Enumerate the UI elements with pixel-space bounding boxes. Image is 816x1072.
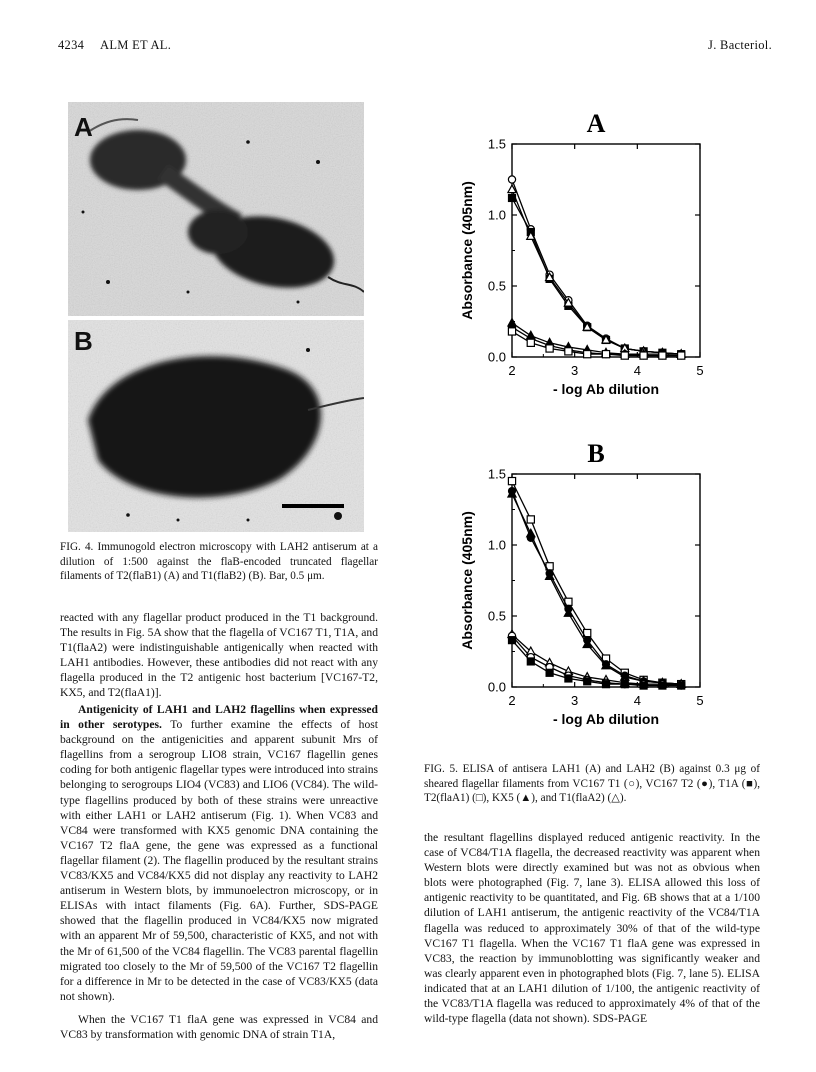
x-tick-label: 2 — [508, 363, 516, 378]
y-tick-label: 1.0 — [487, 537, 506, 553]
data-point-s5-p7 — [640, 682, 647, 689]
section-heading: Antigenicity of LAH1 and LAH2 flagellins when expressed in other serotypes. — [60, 703, 378, 732]
data-point-s5-p7 — [640, 352, 647, 359]
data-point-s5-p4 — [584, 678, 591, 685]
data-point-s5-p2 — [546, 669, 553, 676]
data-point-s5-p3 — [565, 348, 572, 355]
left-paragraph-1: reacted with any flagellar product produced in the T1 background. The results in Fig. 5A show that the flagella of VC167 T1, T1A, and T1(flaA2) were indistinguishable antigenically when reacted with LAH1 antibodies. However, these antibodies did not react with any flagella produced in the T2 antigenic host bacterium [VC167-T2, KX5, and T2(flaA1)]. — [60, 611, 378, 700]
data-point-s5-p0 — [508, 637, 515, 644]
series-0 — [508, 176, 684, 358]
micrograph-panel-b — [68, 320, 364, 532]
series-line-3 — [512, 323, 681, 354]
y-axis-label: Absorbance (405nm) — [459, 181, 475, 320]
y-tick-label: 1.0 — [487, 207, 506, 223]
data-point-s5-p9 — [678, 352, 685, 359]
left-paragraph-3: When the VC167 T1 flaA gene was expressed in VC84 and VC83 by transformation with genomic DNA of strain T1A, — [60, 1013, 378, 1042]
y-axis-label: Absorbance (405nm) — [459, 511, 475, 650]
data-point-s5-p5 — [602, 681, 609, 688]
y-tick-label: 1.5 — [487, 136, 506, 152]
right-paragraph-1: the resultant flagellins displayed reduced antigenic reactivity. In the case of VC84/T1A flagella, the decreased reactivity was apparent when Western blots were directly examined but was not as obvious when blots were photographed (Fig. 7, lane 3). ELISA allowed this loss of antigenic reactivity to be quantitated, and Fig. 6B shows that at a 1/100 dilution of LAH1 antiserum, the antigenic reactivity of the VC84/T1A flagella was reduced to approximately 30% of that of the wild-type VC167 T1 flagella. When the VC167 T1 flaA gene was expressed in VC83, the reaction by immunoblotting was significantly weaker and was clearly apparent even in photographed blots (Fig. 7, lane 5). ELISA indicated that at an LAH1 dilution of 1/100, the antigenic reactivity of the VC83/T1A flagella was reduced to approximately 4% of that of the wild-type flagella (data not shown). SDS-PAGE — [424, 831, 760, 1026]
x-tick-label: 5 — [696, 693, 704, 708]
data-point-s5-p8 — [659, 352, 666, 359]
series-line-2 — [512, 189, 681, 354]
x-tick-label: 4 — [633, 693, 641, 708]
chart-title: A — [586, 109, 606, 138]
chart-panel-a — [440, 100, 740, 408]
data-point-s5-p8 — [659, 682, 666, 689]
left-paragraph-2 — [60, 702, 378, 1004]
series-line-1 — [512, 198, 681, 354]
data-point-s5-p1 — [527, 339, 534, 346]
data-point-s5-p6 — [621, 352, 628, 359]
data-point-s5-p1 — [527, 658, 534, 665]
data-point-s0-p1 — [527, 516, 534, 523]
chart-title: B — [587, 439, 605, 468]
journal-name: J. Bacteriol. — [708, 38, 772, 52]
figure4-caption: FIG. 4. Immunogold electron microscopy with LAH2 antiserum at a dilution of 1:500 against the flaB-encoded truncated flagellar filaments of T2(flaB1) (A) and T1(flaB2) (B). Bar, 0.5 μm. — [60, 541, 378, 583]
data-point-s5-p9 — [678, 682, 685, 689]
micrograph-panel-a — [68, 102, 364, 316]
series-line-3 — [512, 634, 681, 684]
panel-label-b: B — [74, 326, 93, 356]
series-line-0 — [512, 481, 681, 684]
data-point-s5-p0 — [508, 328, 515, 335]
section-body: To further examine the effects of host background on the antigenicities and apparent subunit Mrs of flagellins from a serogroup LIO8 strain, VC167 flagellin genes coding for both antigenic flagellar types were introduced into strains belonging to serogroups LIO4 (VC83) and LIO6 (VC84). The wild-type flagellins produced by both of these strains were unreactive with either LAH1 or LAH2 antiserum (Fig. 1). When VC83 and VC84 were transformed with KX5 genomic DNA containing the VC167 T2 flaA gene, the gene was expressed as a functional flagellar filament (2). The flagellin produced by the resultant strains VC83/KX5 and VC84/KX5 did not display any reactivity to LAH2 antiserum in Western blots, by immunoelectron microscopy, or in ELISAs with intact filaments (Fig. 6A). Further, SDS-PAGE showed that the flagellin produced in VC84/KX5 now migrated with an apparent Mr of 59,500, characteristic of KX5, and not with the Mr of 61,500 of the VC84 flagellin. The VC83 parental flagellin migrated too closely to the Mr of 59,500 of the VC167 T2 flagellin for a difference in Mr to be detected in the case of VC83/KX5 (data not shown). — [60, 718, 378, 1003]
x-tick-label: 5 — [696, 363, 704, 378]
x-tick-label: 2 — [508, 693, 516, 708]
data-point-s5-p2 — [546, 345, 553, 352]
x-tick-label: 4 — [633, 363, 641, 378]
x-axis-label: - log Ab dilution — [552, 711, 660, 727]
data-point-s5-p4 — [584, 351, 591, 358]
running-authors: ALM ET AL. — [100, 38, 172, 52]
data-point-s5-p5 — [602, 351, 609, 358]
chart-panel-b — [440, 430, 740, 738]
y-tick-label: 0.5 — [487, 608, 506, 624]
y-tick-label: 0.0 — [487, 349, 506, 365]
data-point-s5-p6 — [621, 681, 628, 688]
x-tick-label: 3 — [571, 363, 579, 378]
y-tick-label: 0.0 — [487, 679, 506, 695]
data-point-s0-p0 — [508, 176, 515, 183]
page-number: 4234 — [58, 38, 85, 52]
x-axis-label: - log Ab dilution — [552, 381, 660, 397]
series-line-0 — [512, 180, 681, 355]
y-tick-label: 0.5 — [487, 278, 506, 294]
panel-label-a: A — [74, 112, 93, 142]
figure5-caption: FIG. 5. ELISA of antisera LAH1 (A) and LAH2 (B) against 0.3 μg of sheared flagellar filaments from VC167 T1 (○), VC167 T2 (●), T1A (■), T2(flaA1) (□), KX5 (▲), and T1(flaA2) (△). — [424, 763, 760, 805]
y-tick-label: 1.5 — [487, 466, 506, 482]
data-point-s5-p3 — [565, 675, 572, 682]
x-tick-label: 3 — [571, 693, 579, 708]
data-point-s0-p0 — [508, 478, 515, 485]
